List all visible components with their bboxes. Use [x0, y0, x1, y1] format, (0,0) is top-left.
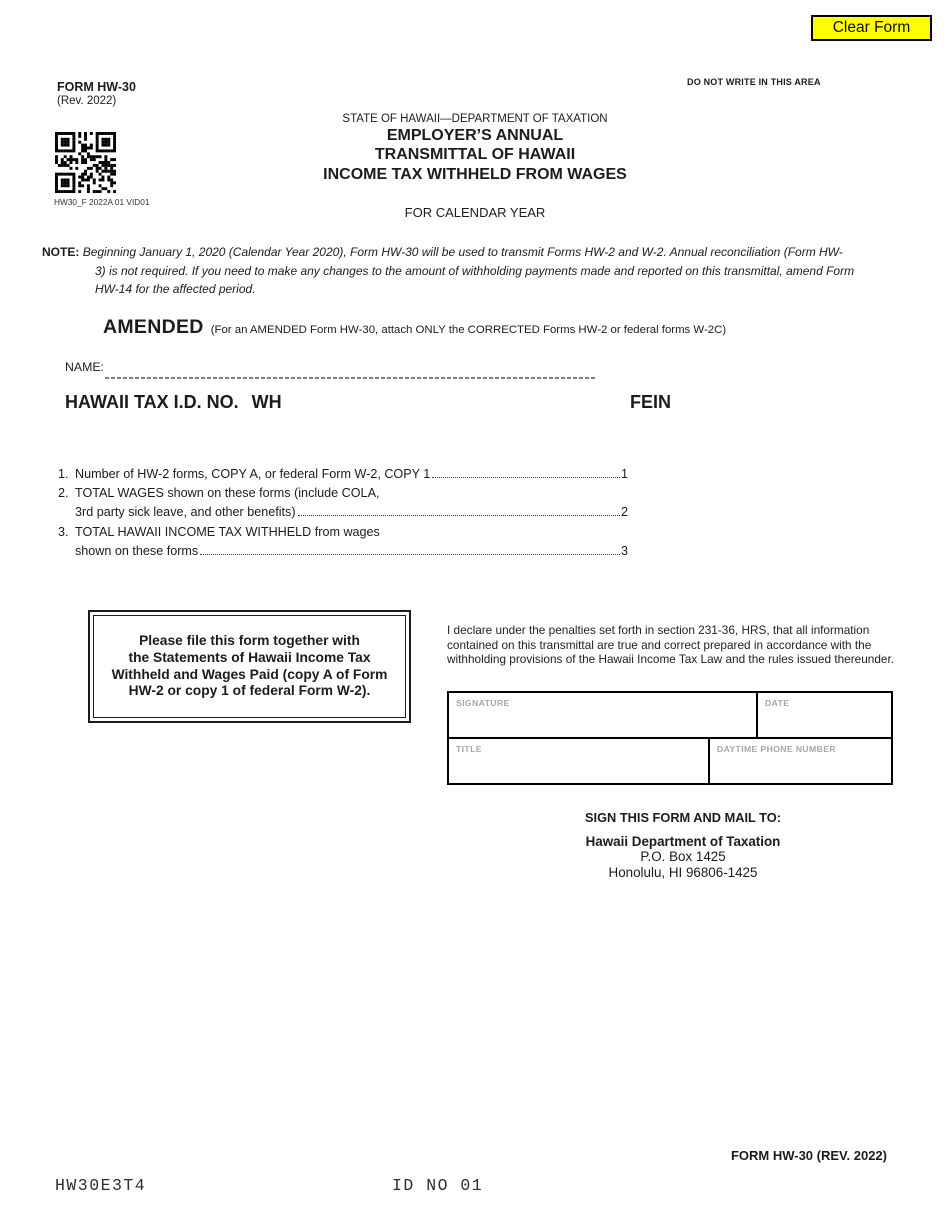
- name-input-line[interactable]: [105, 377, 597, 379]
- form-revision-label: (Rev. 2022): [57, 95, 117, 107]
- title-line-2: TRANSMITTAL OF HAWAII: [374, 146, 576, 164]
- do-not-write-label: DO NOT WRITE IN THIS AREA: [687, 77, 821, 87]
- footer-form-version: FORM HW-30 (REV. 2022): [730, 1148, 887, 1163]
- line-item-2-text2: 3rd party sick leave, and other benefits): [75, 505, 296, 520]
- calendar-year-label: FOR CALENDAR YEAR: [404, 205, 546, 220]
- clear-form-button[interactable]: Clear Form: [811, 15, 932, 41]
- signature-row-bottom: [449, 737, 891, 783]
- mail-recipient: Hawaii Department of Taxation: [585, 834, 781, 849]
- line-item-2-continued: [58, 505, 628, 524]
- line-item-1-ref: 1: [620, 467, 628, 481]
- title-line-3: INCOME TAX WITHHELD FROM WAGES: [323, 165, 627, 183]
- line-item-2-ref: 2: [620, 505, 628, 520]
- file-box-line-4: HW-2 or copy 1 of federal Form W-2).: [128, 683, 371, 699]
- name-label: NAME:: [65, 360, 104, 374]
- title-line-1: EMPLOYER’S ANNUAL: [386, 127, 564, 144]
- file-box-line-2: the Statements of Hawaii Income Tax: [128, 649, 371, 665]
- signature-table: [447, 691, 893, 785]
- daytime-phone-label: DAYTIME PHONE NUMBER: [717, 744, 836, 754]
- fein-label: FEIN: [630, 392, 672, 412]
- form-title-block: [0, 113, 950, 184]
- line-item-3: [58, 525, 628, 544]
- mail-po-box: P.O. Box 1425: [640, 849, 726, 865]
- hawaii-tax-id-label: HAWAII TAX I.D. NO.: [65, 392, 239, 412]
- note-line-2: 3) is not required. If you need to make any changes to the amount of withholding payments made and reported on this transmittal, amend Form: [95, 263, 855, 278]
- sign-and-mail-heading: SIGN THIS FORM AND MAIL TO:: [585, 810, 781, 825]
- agency-line: STATE OF HAWAII—DEPARTMENT OF TAXATION: [342, 113, 608, 125]
- daytime-phone-field[interactable]: [710, 739, 891, 783]
- note-line-1: NOTE: Beginning January 1, 2020 (Calendar Year 2020), Form HW-30 will be used to transmit Forms HW-2 and W-2. Annual reconciliation (Form HW-: [42, 245, 843, 259]
- line-item-2-text: TOTAL WAGES shown on these forms (include COLA,: [75, 486, 380, 501]
- qr-caption: HW30_F 2022A 01 VID01: [54, 197, 150, 207]
- title-field[interactable]: [449, 739, 710, 783]
- line-item-3-text: TOTAL HAWAII INCOME TAX WITHHELD from wages: [75, 524, 380, 539]
- mailing-block: [483, 810, 883, 880]
- line-item-3-text2: shown on these forms: [75, 543, 199, 558]
- line-item-3-number: 3.: [58, 524, 69, 539]
- note-label: NOTE:: [42, 245, 80, 259]
- note-line-3: HW-14 for the affected period.: [95, 282, 256, 297]
- line-item-3-continued: [58, 544, 628, 563]
- footer-form-code: HW30E3T4: [55, 1176, 147, 1195]
- wh-label: WH: [251, 392, 282, 412]
- line-item-3-ref: 3: [620, 543, 628, 558]
- file-box-line-1: Please file this form together with: [139, 632, 360, 648]
- signature-field[interactable]: [449, 693, 758, 737]
- date-field[interactable]: [758, 693, 891, 737]
- amended-label: AMENDED: [103, 316, 204, 338]
- amended-instructions: (For an AMENDED Form HW-30, attach ONLY the CORRECTED Forms HW-2 or federal forms W-2C): [210, 324, 727, 336]
- dotted-leader: [432, 477, 620, 478]
- note-paragraph: [42, 243, 894, 299]
- line-item-2: [58, 486, 628, 505]
- dotted-leader: [200, 554, 620, 555]
- file-instruction-box: [88, 610, 411, 723]
- date-label: DATE: [765, 698, 790, 708]
- hawaii-tax-id-row: [65, 392, 282, 413]
- dotted-leader: [298, 515, 620, 516]
- line-item-1-text: Number of HW-2 forms, COPY A, or federal Form W-2, COPY 1: [75, 467, 431, 481]
- mail-city: Honolulu, HI 96806-1425: [608, 864, 758, 880]
- amended-row: [103, 316, 726, 339]
- form-number-label: FORM HW-30: [57, 80, 136, 94]
- title-label: TITLE: [456, 744, 482, 754]
- declaration-text: I declare under the penalties set forth in section 231-36, HRS, that all information contained on this transmittal are true and correct prepared in accordance with the withholding provisions of the Hawaii Income Tax Law and the rules issued thereunder.: [447, 623, 895, 667]
- line-item-1: [58, 467, 628, 486]
- line-item-2-number: 2.: [58, 486, 69, 501]
- signature-label: SIGNATURE: [456, 698, 510, 708]
- signature-row-top: [449, 693, 891, 737]
- footer-id-number: ID NO 01: [392, 1176, 484, 1195]
- line-items: [58, 467, 628, 563]
- file-box-line-3: Withheld and Wages Paid (copy A of Form: [111, 666, 388, 682]
- line-item-1-number: 1.: [58, 467, 69, 481]
